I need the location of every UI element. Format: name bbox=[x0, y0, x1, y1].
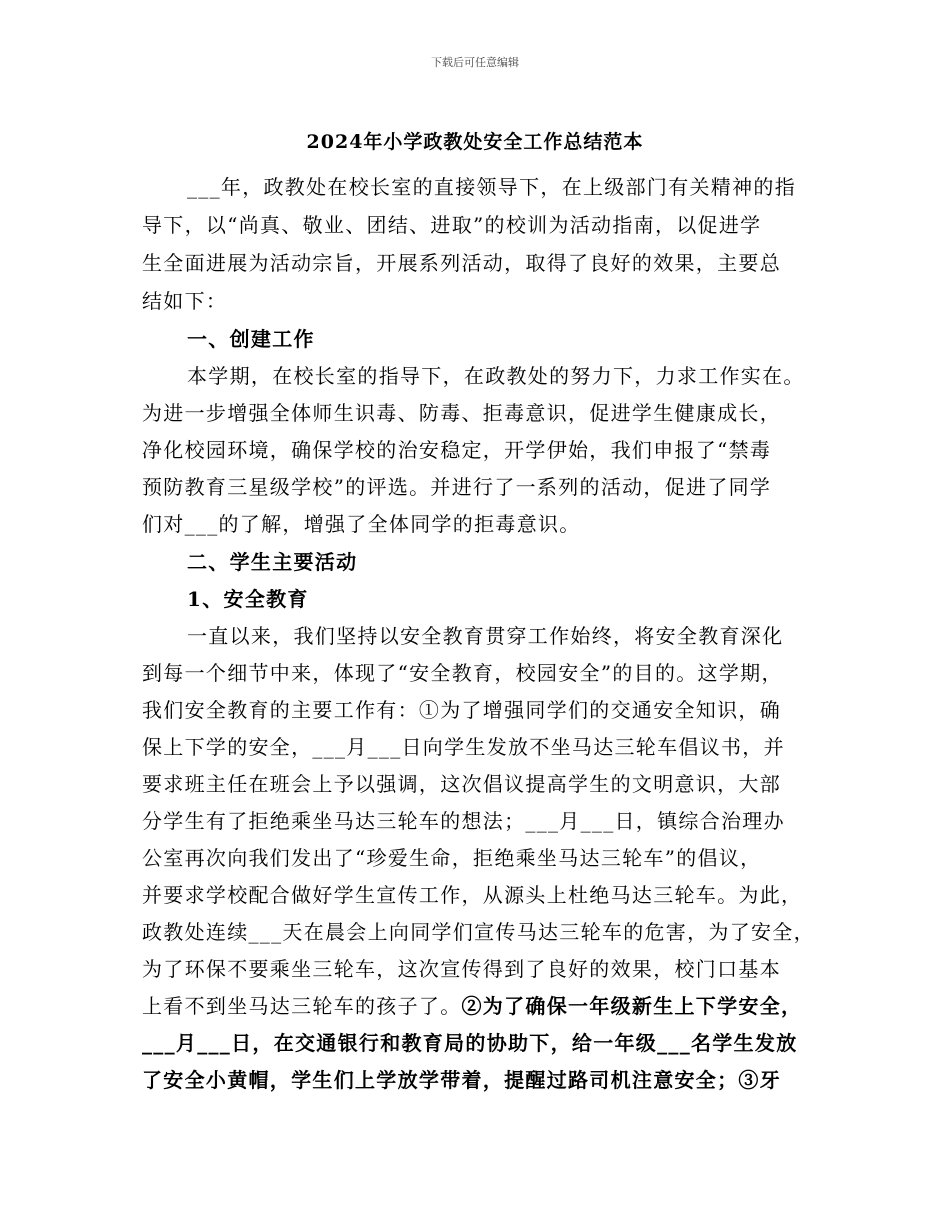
paragraph-line bbox=[142, 992, 832, 1020]
section-heading: 二、学生主要活动 bbox=[187, 550, 358, 574]
document-title: 2024年小学政教处安全工作总结范本 bbox=[306, 131, 644, 153]
paragraph-line: 并要求学校配合做好学生宣传工作，从源头上杜绝马达三轮车。为此， bbox=[142, 883, 803, 907]
paragraph-line: 为了环保不要乘坐三轮车，这次宣传得到了良好的效果，校门口基本 bbox=[142, 957, 781, 981]
paragraph-line: 政教处连续___天在晨会上向同学们宣传马达三轮车的危害，为了安全， bbox=[142, 920, 815, 944]
paragraph-line: 本学期，在校长室的指导下，在政教处的努力下，力求工作实在。 bbox=[187, 364, 805, 388]
paragraph-line: 结如下： bbox=[142, 289, 228, 313]
paragraph-line: 保上下学的安全，___月___日向学生发放不坐马达三轮车倡议书，并 bbox=[142, 735, 785, 759]
section-heading: 一、创建工作 bbox=[187, 327, 315, 351]
header-note: 下载后可任意编辑 bbox=[431, 56, 519, 69]
paragraph-line: ___年，政教处在校长室的直接领导下，在上级部门有关精神的指 bbox=[187, 175, 796, 199]
paragraph-line: 我们安全教育的主要工作有：①为了增强同学们的交通安全知识，确 bbox=[142, 698, 781, 722]
paragraph-line: 到每一个细节中来，体现了“安全教育，校园安全”的目的。这学期， bbox=[142, 661, 783, 685]
paragraph-line: 预防教育三星级学校”的评选。并进行了一系列的活动，促进了同学 bbox=[142, 475, 772, 499]
line-text: 上看不到坐马达三轮车的孩子了。 bbox=[142, 994, 462, 1018]
paragraph-line: 公室再次向我们发出了“珍爱生命，拒绝乘坐马达三轮车”的倡议， bbox=[142, 846, 762, 870]
paragraph-line: 分学生有了拒绝乘坐马达三轮车的想法；___月___日，镇综合治理办 bbox=[142, 809, 785, 833]
paragraph-line: 们对___的了解，增强了全体同学的拒毒意识。 bbox=[142, 512, 581, 536]
bold-line-text: ②为了确保一年级新生上下学安全， bbox=[461, 994, 803, 1018]
paragraph-line: 为进一步增强全体师生识毒、防毒、拒毒意识，促进学生健康成长， bbox=[142, 401, 781, 425]
subsection-heading: 1、安全教育 bbox=[187, 587, 309, 611]
paragraph-line: 要求班主任在班会上予以强调，这次倡议提高学生的文明意识，大部 bbox=[142, 772, 781, 796]
paragraph-line: 了安全小黄帽，学生们上学放学带着，提醒过路司机注意安全；③牙 bbox=[142, 1068, 781, 1092]
paragraph-line: 导下，以“尚真、敬业、团结、进取”的校训为活动指南，以促进学 bbox=[142, 213, 762, 237]
paragraph-line: 一直以来，我们坚持以安全教育贯穿工作始终，将安全教育深化 bbox=[187, 624, 784, 648]
paragraph-line: ___月___日，在交通银行和教育局的协助下，给一年级___名学生发放 bbox=[142, 1031, 798, 1055]
paragraph-line: 净化校园环境，确保学校的治安稳定，开学伊始，我们申报了“禁毒 bbox=[142, 438, 772, 462]
paragraph-line: 生全面进展为活动宗旨，开展系列活动，取得了良好的效果，主要总 bbox=[142, 251, 781, 275]
